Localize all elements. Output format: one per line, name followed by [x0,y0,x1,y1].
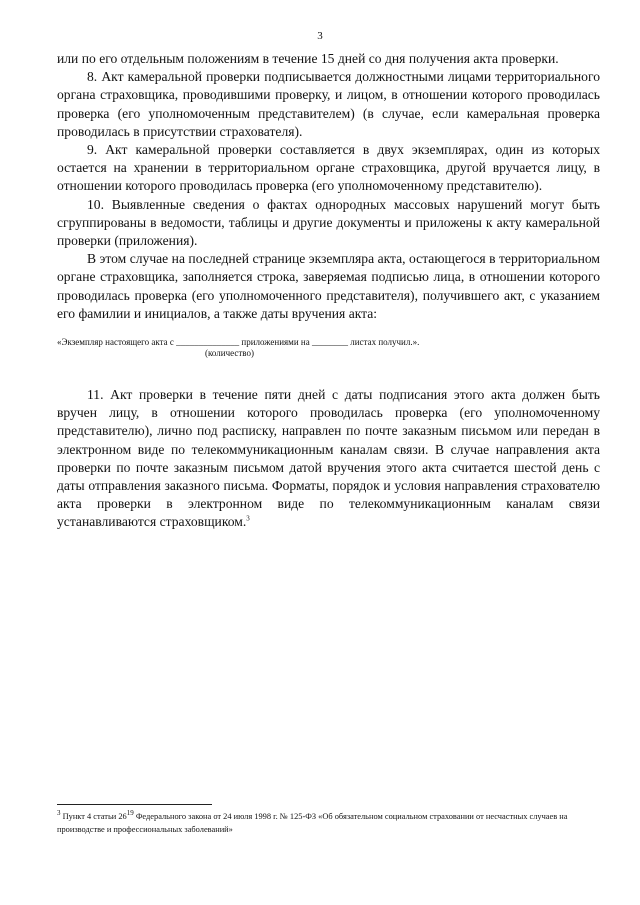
receipt-blank-line: «Экземпляр настоящего акта с ______________ приложениями на ________ листах получил.». [57,337,420,348]
footnote [57,810,600,836]
footnote-reference[interactable]: 3 [246,514,250,523]
paragraph-9: 9. Акт камеральной проверки составляется в двух экземплярах, один из которых остается на хранении в территориальном органе страховщика, другой вручается лицу, в отношении которого проводилась проверка (его уполномоченному представителю). [57,142,600,194]
receipt-blank-form [57,337,600,359]
receipt-blank-caption: (количество) [205,348,254,359]
paragraph-10: 10. Выявленные сведения о фактах однородных массовых нарушений могут быть сгруппированы в ведомости, таблицы и другие документы и приложены к акту камеральной проверки (приложения). [57,196,600,249]
footnote-marker: 3 [57,809,61,818]
paragraph-continuation: или по его отдельным положениям в течение 15 дней со дня получения акта проверки. [57,51,559,66]
paragraph-11 [57,386,600,532]
footnote-text-a: Пункт 4 статьи 26 [62,812,127,821]
footnote-sup: 19 [126,809,134,818]
paragraph-10-continued: В этом случае на последней странице экземпляра акта, остающегося в территориальном органе страховщика, заполняется строка, заверяемая подписью лица, в отношении которого проводилась проверка (его уполномоченного представителя), получившего акт, с указанием его фамилии и инициалов, а также даты вручения акта: [57,251,600,321]
page-number: 3 [317,30,323,42]
footnote-divider [57,804,212,805]
paragraph-11-text: 11. Акт проверки в течение пяти дней с даты подписания этого акта должен быть вручен лицу, в отношении которого проводилась проверка (его уполномоченному представителю), лично под расписку, направлен по почте заказным письмом или передан в электронном виде по телекоммуникационным каналам связи. В случае направления акта проверки по почте заказным письмом датой вручения этого акта считается шестой день с даты отправления заказного письма. Форматы, порядок и условия направления страхователю акта проверки в электронном виде по телекоммуникационным каналам связи устанавливаются страховщиком. [57,387,600,530]
paragraph-8: 8. Акт камеральной проверки подписывается должностными лицами территориального органа страховщика, проводившими проверку, и лицом, в отношении которого проводилась проверка (его уполномоченным представителем) (в случае, если камеральная проверка проводилась в присутствии страхователя). [57,69,600,139]
footnote-text-b: Федерального закона от 24 июля 1998 г. № 125-ФЗ «Об обязательном социальном страховании от несчастных случаев на производстве и профессиональных заболеваний» [57,812,568,834]
document-body [57,50,600,532]
